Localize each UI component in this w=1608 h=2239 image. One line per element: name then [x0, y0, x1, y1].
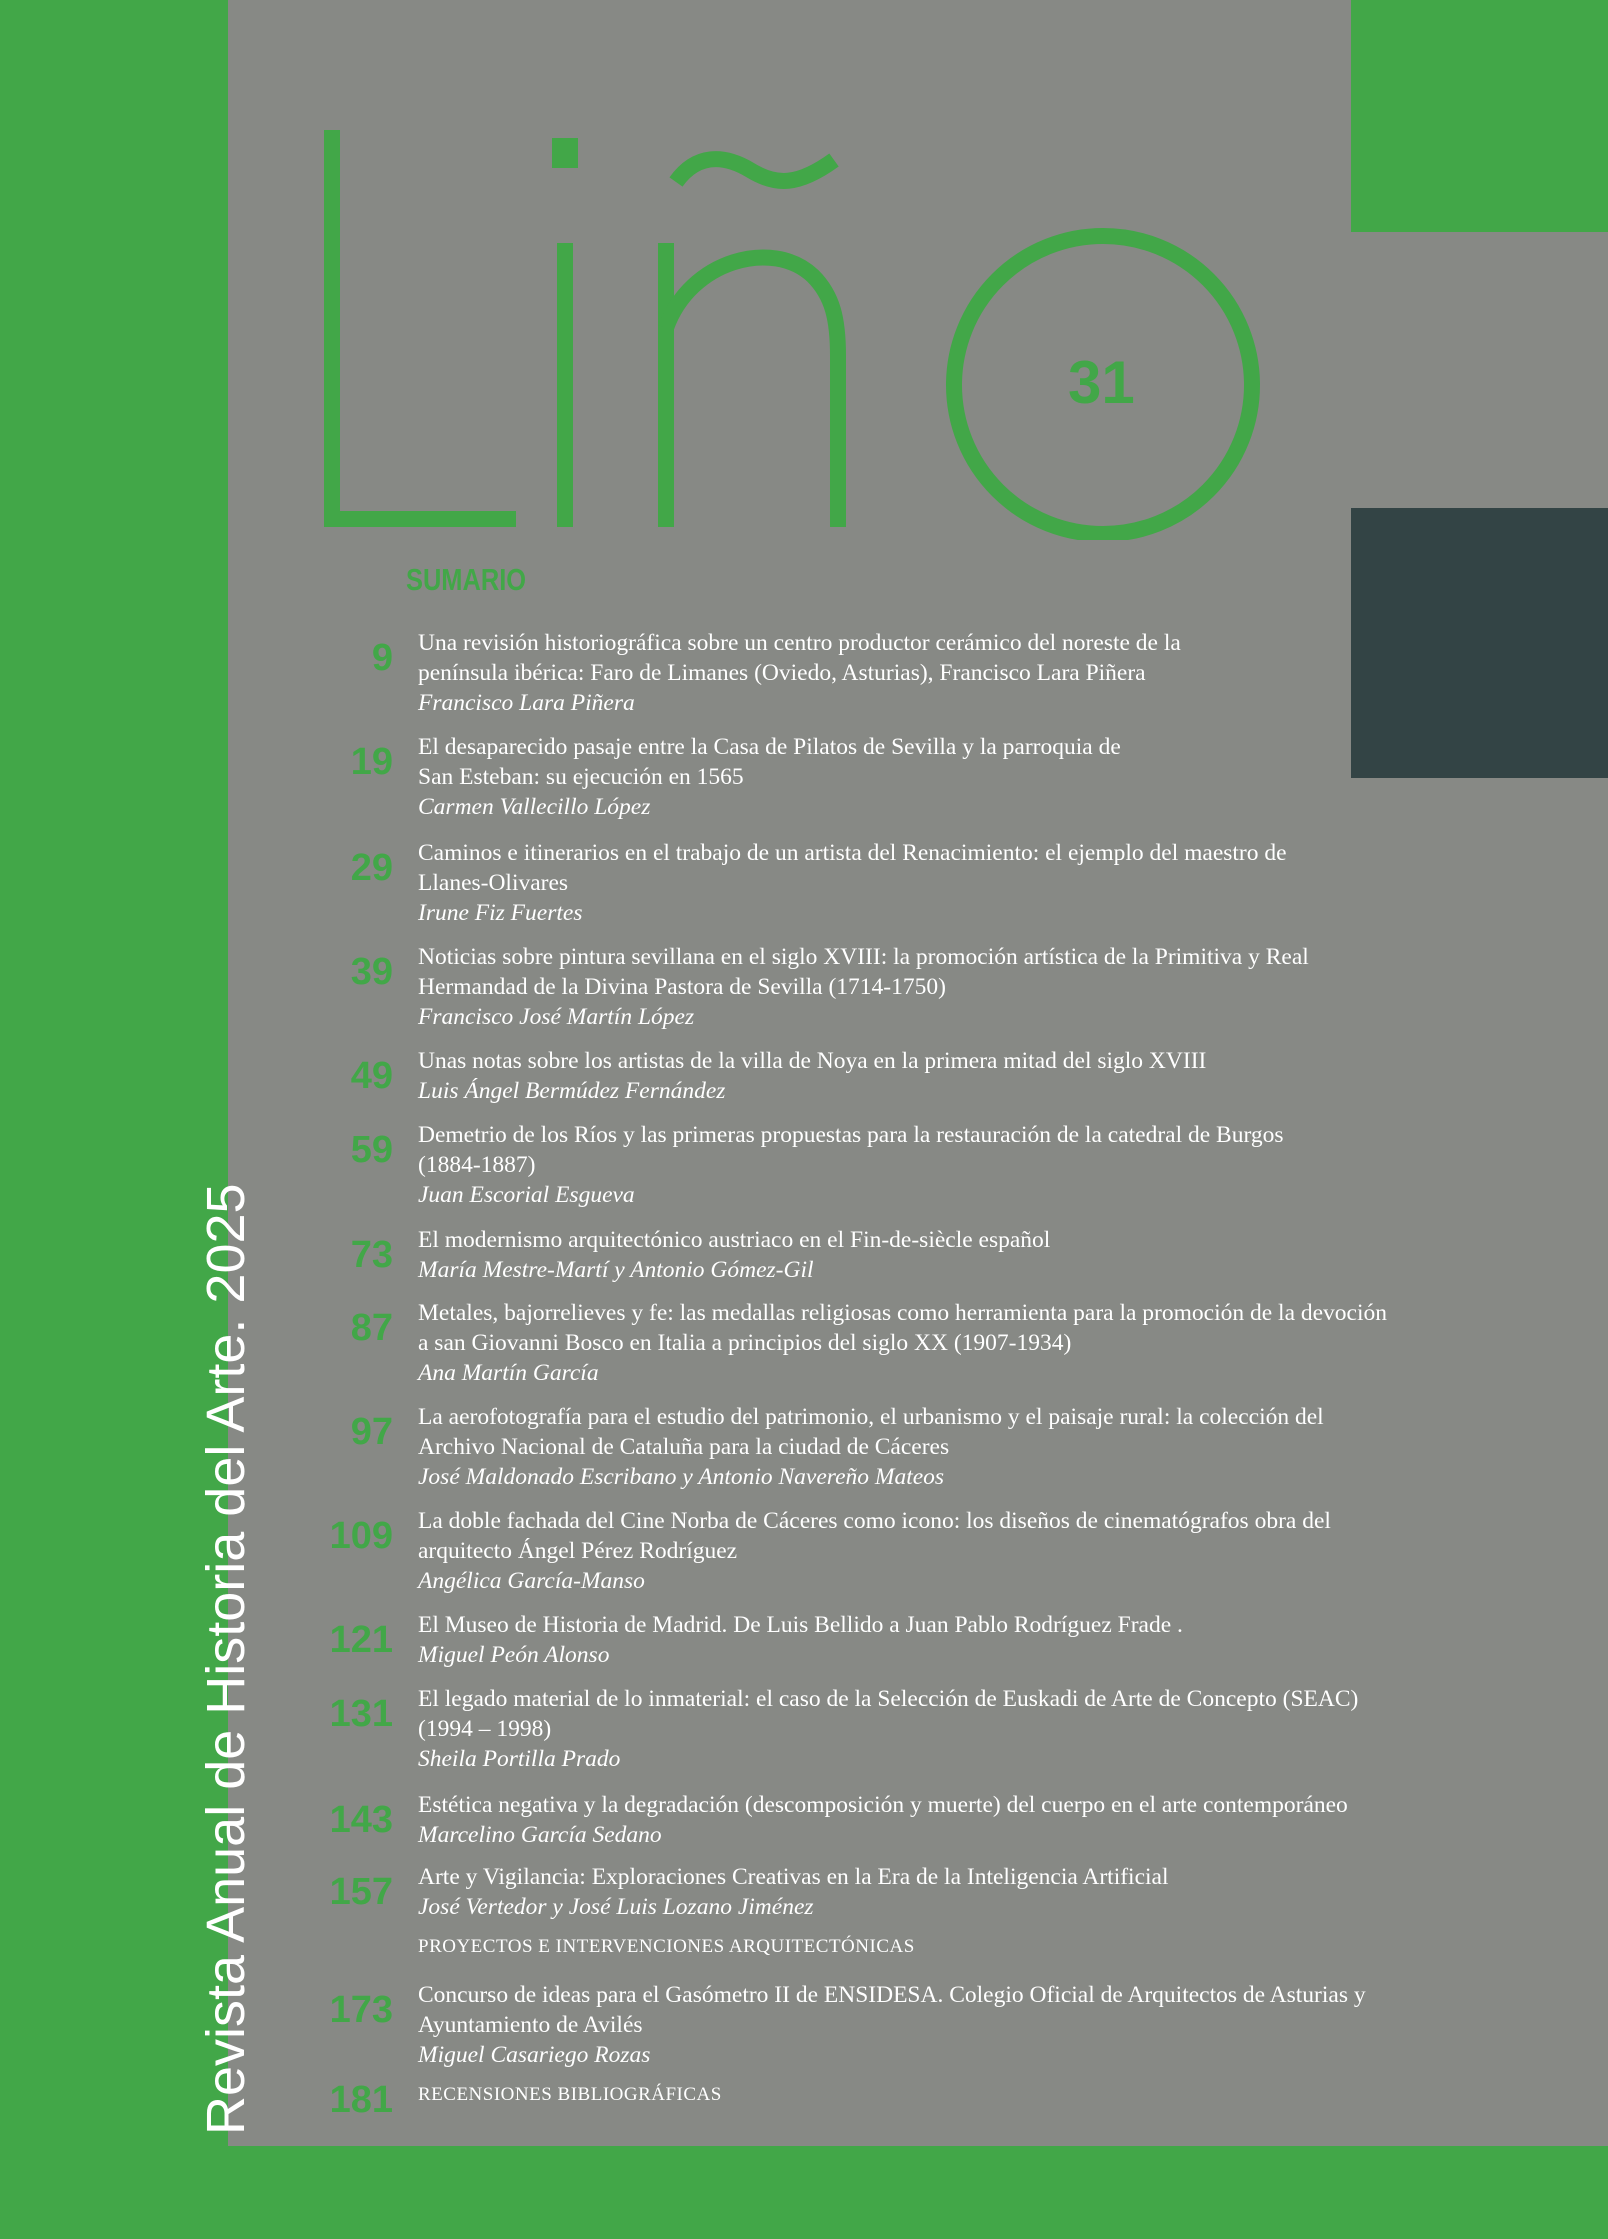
issue-number: 31 — [1068, 349, 1135, 416]
toc-title-line: San Esteban: su ejecución en 1565 — [418, 764, 744, 790]
toc-page-number: 121 — [329, 1619, 393, 1661]
toc-title-line: Archivo Nacional de Cataluña para la ciudad de Cáceres — [418, 1434, 950, 1460]
toc-author: Miguel Casariego Rozas — [418, 2042, 651, 2068]
toc-title-line: La doble fachada del Cine Norba de Cáceres como icono: los diseños de cinematógrafos obra del — [418, 1508, 1331, 1534]
toc-author: Ana Martín García — [418, 1360, 599, 1386]
toc-page-number: 109 — [329, 1515, 393, 1557]
toc-author: Carmen Vallecillo López — [418, 794, 651, 820]
toc-page-number: 87 — [350, 1307, 393, 1349]
toc-page-number: 173 — [329, 1989, 393, 2031]
toc-author: María Mestre-Martí y Antonio Gómez-Gil — [418, 1257, 814, 1283]
toc-title-line: Hermandad de la Divina Pastora de Sevilla (1714-1750) — [418, 974, 946, 1000]
toc-author: José Maldonado Escribano y Antonio Navereño Mateos — [418, 1464, 945, 1490]
toc-title-line: Estética negativa y la degradación (descomposición y muerte) del cuerpo en el arte contemporáneo — [418, 1792, 1348, 1818]
toc-author: José Vertedor y José Luis Lozano Jiménez — [418, 1894, 814, 1920]
toc-title-line: (1994 – 1998) — [418, 1716, 552, 1742]
toc-page-number: 97 — [350, 1411, 393, 1453]
toc-author: Luis Ángel Bermúdez Fernández — [418, 1078, 726, 1104]
toc-title-line: (1884-1887) — [418, 1152, 536, 1178]
journal-logo — [318, 120, 1298, 540]
toc-title-line: península ibérica: Faro de Limanes (Oviedo, Asturias), Francisco Lara Piñera — [418, 660, 1146, 686]
toc-title-line: arquitecto Ángel Pérez Rodríguez — [418, 1538, 738, 1564]
toc-page-number: 143 — [329, 1799, 393, 1841]
toc-title-line: Demetrio de los Ríos y las primeras propuestas para la restauración de la catedral de Burgos — [418, 1122, 1284, 1148]
toc-title-line: a san Giovanni Bosco en Italia a principios del siglo XX (1907-1934) — [418, 1330, 1072, 1356]
toc-title-line: Llanes-Olivares — [418, 870, 569, 896]
toc-page-number: 59 — [350, 1129, 393, 1171]
toc-page-number: 157 — [329, 1871, 393, 1913]
toc-title-line: Metales, bajorrelieves y fe: las medallas religiosas como herramienta para la promoción de la devoción — [418, 1300, 1388, 1326]
section-heading: PROYECTOS E INTERVENCIONES ARQUITECTÓNICAS — [418, 1936, 915, 1957]
toc-page-number: 131 — [329, 1693, 393, 1735]
green-accent-square — [1351, 0, 1608, 232]
toc-title-line: Unas notas sobre los artistas de la villa de Noya en la primera mitad del siglo XVIII — [418, 1048, 1207, 1074]
toc-author: Angélica García-Manso — [418, 1568, 645, 1594]
toc-title-line: La aerofotografía para el estudio del patrimonio, el urbanismo y el paisaje rural: la colección del — [418, 1404, 1324, 1430]
toc-author: Sheila Portilla Prado — [418, 1746, 621, 1772]
toc-author: Miguel Peón Alonso — [418, 1642, 610, 1668]
summary-heading: SUMARIO — [406, 562, 527, 597]
toc-page-number: 29 — [350, 847, 393, 889]
toc-author: Marcelino García Sedano — [418, 1822, 662, 1848]
toc-page-number: 19 — [350, 741, 393, 783]
reviews-heading: RECENSIONES BIBLIOGRÁFICAS — [418, 2084, 722, 2105]
toc-title-line: Una revisión historiográfica sobre un centro productor cerámico del noreste de la — [418, 630, 1181, 656]
toc-page-number: 73 — [350, 1234, 393, 1276]
toc-title-line: Caminos e itinerarios en el trabajo de un artista del Renacimiento: el ejemplo del maestro de — [418, 840, 1287, 866]
toc-title-line: El modernismo arquitectónico austriaco en el Fin-de-siècle español — [418, 1227, 1051, 1253]
spine-title: Revista Anual de Historia del Arte. 2025 — [196, 1183, 256, 2135]
toc-title-line: Arte y Vigilancia: Exploraciones Creativas en la Era de la Inteligencia Artificial — [418, 1864, 1169, 1890]
toc-title-line: Concurso de ideas para el Gasómetro II de ENSIDESA. Colegio Oficial de Arquitectos de Asturias y — [418, 1982, 1366, 2008]
toc-title-line: Ayuntamiento de Avilés — [418, 2012, 643, 2038]
toc-title-line: Noticias sobre pintura sevillana en el siglo XVIII: la promoción artística de la Primitiva y Real — [418, 944, 1309, 970]
toc-author: Juan Escorial Esgueva — [418, 1182, 635, 1208]
toc-author: Irune Fiz Fuertes — [418, 900, 583, 926]
toc-page-number: 9 — [371, 637, 393, 679]
toc-title-line: El desaparecido pasaje entre la Casa de Pilatos de Sevilla y la parroquia de — [418, 734, 1121, 760]
toc-page-number: 181 — [329, 2079, 393, 2121]
toc-author: Francisco José Martín López — [418, 1004, 695, 1030]
toc-title-line: El legado material de lo inmaterial: el caso de la Selección de Euskadi de Arte de Concepto (SEAC) — [418, 1686, 1359, 1712]
toc-page-number: 39 — [350, 951, 393, 993]
toc-title-line: El Museo de Historia de Madrid. De Luis Bellido a Juan Pablo Rodríguez Frade . — [418, 1612, 1183, 1638]
toc-author: Francisco Lara Piñera — [418, 690, 635, 716]
toc-page-number: 49 — [350, 1055, 393, 1097]
